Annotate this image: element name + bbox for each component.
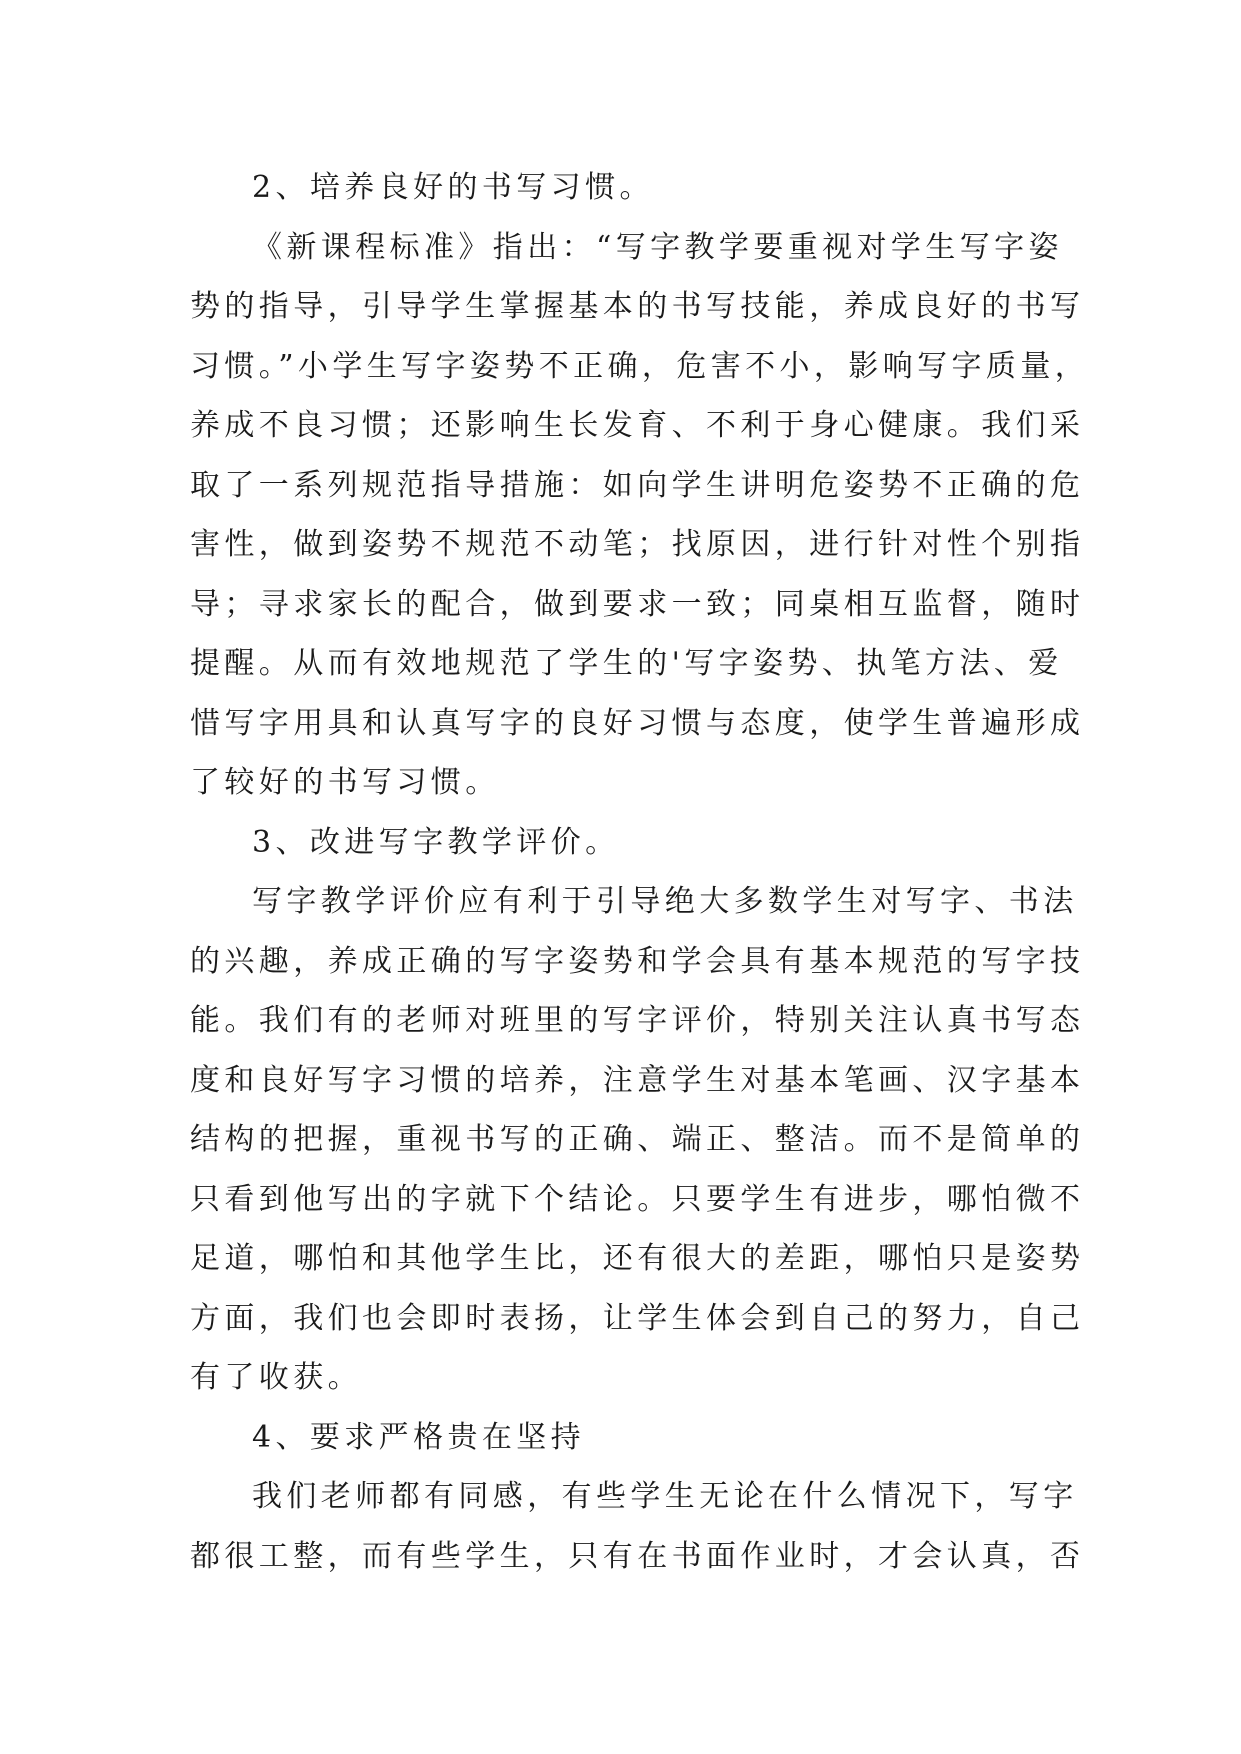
paragraph-line: 有了收获。 xyxy=(190,1360,362,1395)
paragraph-line: 提醒。从而有效地规范了学生的'写字姿势、执笔方法、爱 xyxy=(190,646,1063,681)
paragraph-line: 都很工整，而有些学生，只有在书面作业时，才会认真，否 xyxy=(190,1538,1085,1574)
paragraph-line: 养成不良习惯；还影响生长发育、不利于身心健康。我们采 xyxy=(190,408,1085,443)
document-body xyxy=(190,158,1090,1586)
paragraph-line: 写字教学评价应有利于引导绝大多数学生对写字、书法 xyxy=(252,884,1078,919)
paragraph-line: 取了一系列规范指导措施：如向学生讲明危姿势不正确的危 xyxy=(190,467,1085,503)
section-heading-2: 2、培养良好的书写习惯。 xyxy=(252,170,654,205)
paragraph-line: 《新课程标准》指出：“写字教学要重视对学生写字姿 xyxy=(252,229,1063,265)
paragraph-line: 导；寻求家长的配合，做到要求一致；同桌相互监督，随时 xyxy=(190,586,1085,622)
section-heading-3: 3、改进写字教学评价。 xyxy=(252,824,620,860)
section-heading-4: 4、要求严格贵在坚持 xyxy=(252,1419,586,1455)
paragraph-line: 足道，哪怕和其他学生比，还有很大的差距，哪怕只是姿势 xyxy=(190,1241,1085,1276)
paragraph-line: 只看到他写出的字就下个结论。只要学生有进步，哪怕微不 xyxy=(190,1181,1085,1217)
paragraph-line: 习惯。”小学生写字姿势不正确，危害不小，影响写字质量， xyxy=(190,348,1090,384)
paragraph-line: 了较好的书写习惯。 xyxy=(190,765,500,800)
paragraph-line: 害性，做到姿势不规范不动笔；找原因，进行针对性个别指 xyxy=(190,527,1085,562)
paragraph-line: 结构的把握，重视书写的正确、端正、整洁。而不是简单的 xyxy=(190,1122,1085,1157)
paragraph-line: 惜写字用具和认真写字的良好习惯与态度，使学生普遍形成 xyxy=(190,705,1085,741)
paragraph-line: 方面，我们也会即时表扬，让学生体会到自己的努力，自己 xyxy=(190,1300,1085,1336)
paragraph-line: 度和良好写字习惯的培养，注意学生对基本笔画、汉字基本 xyxy=(190,1062,1085,1098)
paragraph-line: 能。我们有的老师对班里的写字评价，特别关注认真书写态 xyxy=(190,1003,1085,1038)
paragraph-line: 我们老师都有同感，有些学生无论在什么情况下，写字 xyxy=(252,1479,1078,1514)
paragraph-line: 势的指导，引导学生掌握基本的书写技能，养成良好的书写 xyxy=(190,289,1085,324)
paragraph-line: 的兴趣，养成正确的写字姿势和学会具有基本规范的写字技 xyxy=(190,943,1085,979)
